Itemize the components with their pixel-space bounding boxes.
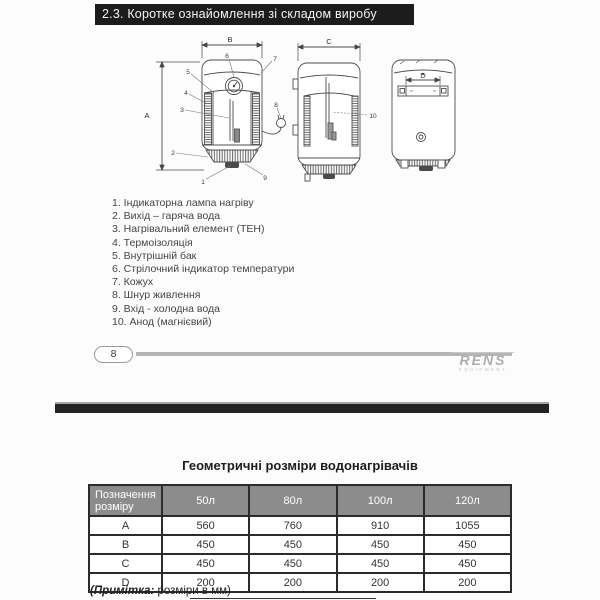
table-row [89,535,511,554]
dim-label-c: C [326,37,332,46]
list-item: 1. Індикаторна лампа нагріву [112,197,254,209]
table-header-row [89,485,511,516]
callout-9: 9 [263,175,267,182]
side-view-drawing [293,43,367,181]
cell: 1055 [424,516,511,535]
row-label: D [89,573,162,592]
header-cell-50l: 50л [162,485,249,516]
callout-8: 8 [274,102,278,109]
header-cell-label: Позначення розміру [89,485,162,516]
list-item: 10. Анод (магнієвий) [112,315,212,328]
row-label: B [89,535,162,554]
table-note [90,585,231,597]
cell: 760 [249,516,336,535]
cell: 450 [249,554,336,573]
list-item: 6. Стрілочний індикатор температури [112,263,295,276]
table-title: Геометричні розміри водонагрівачів [182,458,418,473]
callout-7: 7 [273,56,277,63]
list-item: 8. Шнур живлення [112,289,201,302]
cell: 910 [337,516,424,535]
table-row [89,554,511,573]
callout-4: 4 [184,90,188,97]
callout-3: 3 [180,107,184,114]
cell: 200 [249,573,336,592]
cell: 560 [162,516,249,535]
cell: 200 [337,573,424,592]
callout-6: 6 [225,53,229,60]
note-label: (Примітка: [90,585,155,597]
table-row [89,516,511,535]
row-label: C [89,554,162,573]
brand-logo-text: RENS [452,352,514,367]
list-item: 2. Вихід – гаряча вода [112,210,221,223]
list-item: 7. Кожух [112,276,154,289]
front-view-drawing [156,41,286,179]
cell: 450 [424,535,511,554]
note-text: розміри в мм) [154,585,231,597]
dim-label-b: B [227,35,233,44]
list-item: 9. Вхід - холодна вода [112,302,220,315]
cell: 200 [162,573,249,592]
cell: 450 [337,554,424,573]
list-item: 3. Нагрівальний елемент (ТЕН) [112,223,265,236]
dim-label-d: D [420,71,426,80]
brand-logo [452,352,514,373]
brand-logo-subtext: EQUIPMENT [458,367,508,372]
header-cell-120l: 120л [424,485,511,516]
cell: 450 [249,535,336,554]
parts-list [112,197,412,329]
cell: 450 [424,554,511,573]
header-cell-80l: 80л [249,485,336,516]
cell: 450 [162,554,249,573]
callout-2: 2 [171,150,175,157]
cell: 450 [162,535,249,554]
callout-1: 1 [201,179,205,186]
header-cell-100l: 100л [337,485,424,516]
list-item: 5. Внутрішній бак [112,249,197,262]
section-header: 2.3. Коротке ознайомлення зі складом виробу [95,4,414,25]
water-heater-technical-drawing [138,33,508,198]
page-separator-bar [55,402,549,413]
dimensions-table [88,484,512,593]
page-number-badge: 8 [94,346,133,363]
callout-10: 10 [369,113,377,120]
callout-5: 5 [186,69,190,76]
cell: 200 [424,573,511,592]
dim-label-a: A [144,111,150,120]
cell: 450 [337,535,424,554]
note-underline [190,598,376,599]
row-label: A [89,516,162,535]
list-item: 4. Термоізоляція [112,236,193,249]
